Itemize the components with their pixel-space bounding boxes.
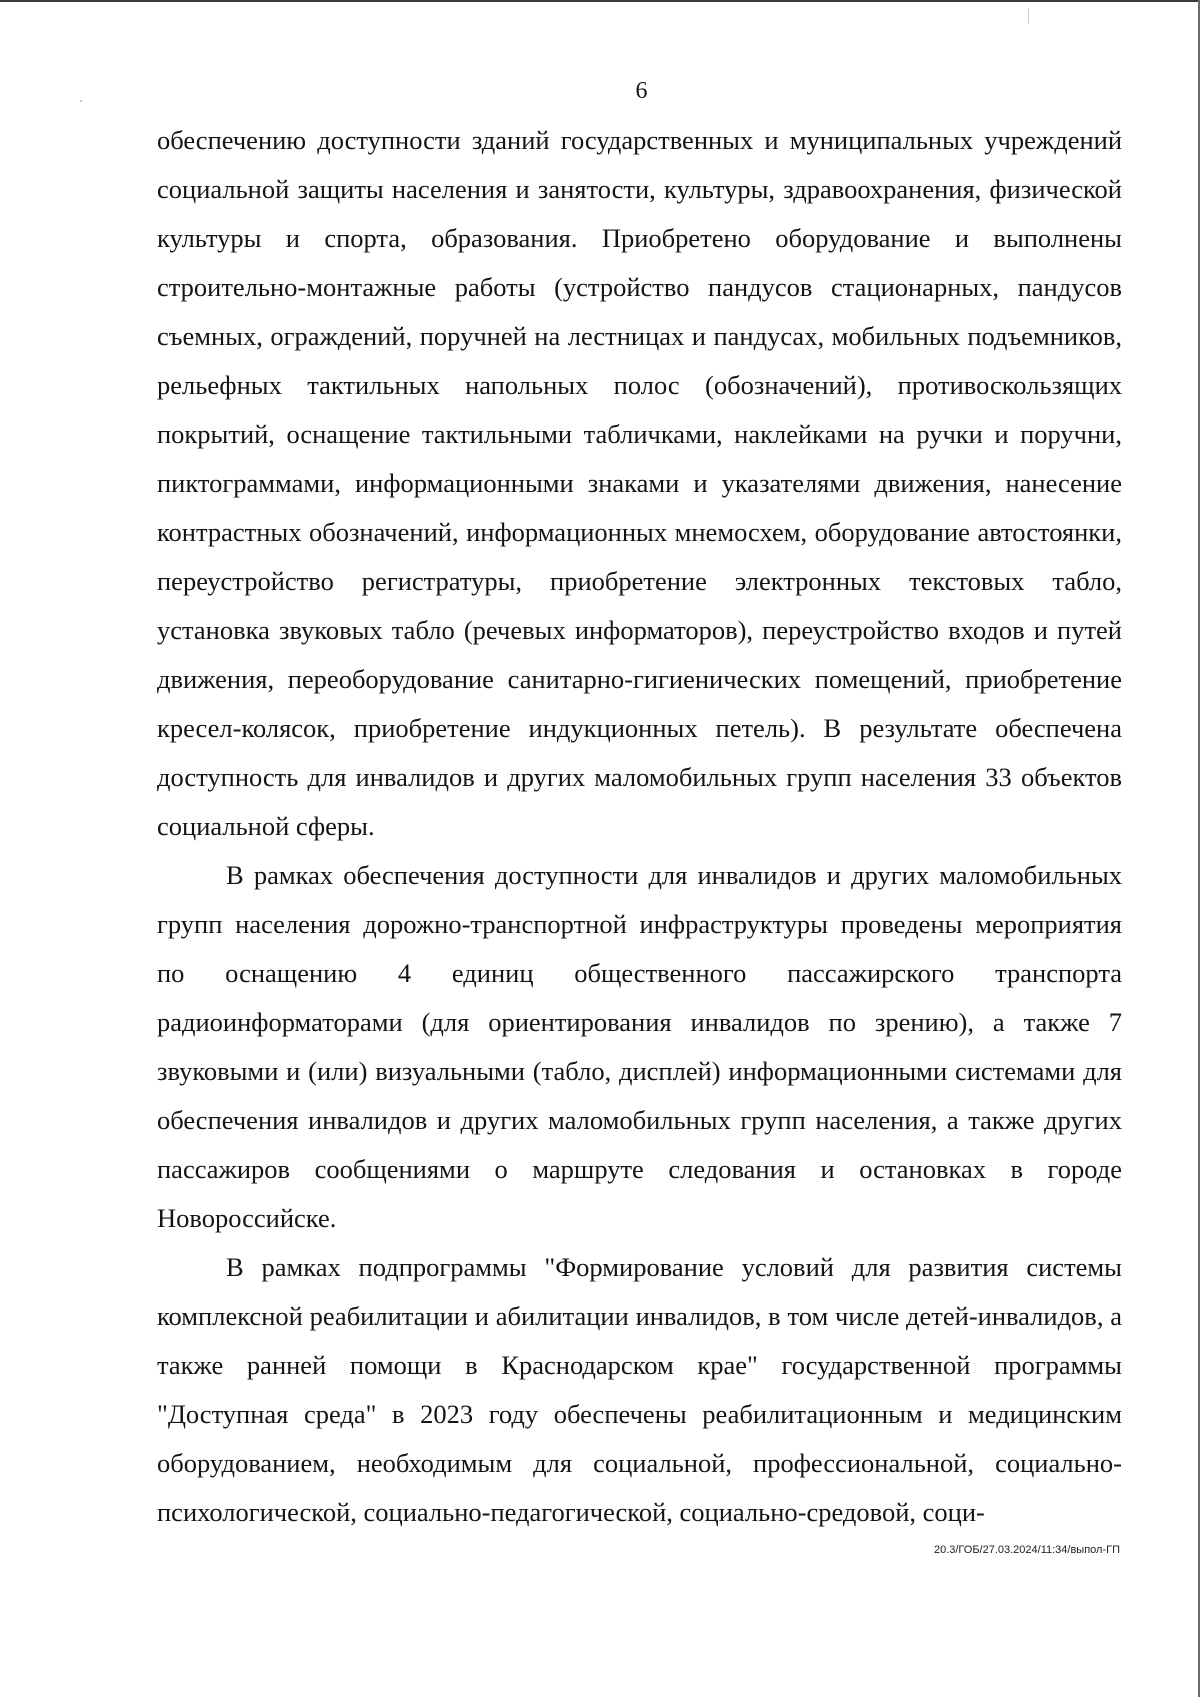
document-code: 20.3/ГОБ/27.03.2024/11:34/выпол-ГП <box>933 1544 1120 1556</box>
scan-speck <box>1028 8 1029 24</box>
page-number: 6 <box>635 78 648 104</box>
paragraph-rehabilitation-subprogram: В рамках подпрограммы "Формирование условий для развития системы комплексной реабилитации и абилитации инвалидов, в том числе детей-инвалидов, а также ранней помощи в Краснодарском крае" государственной программы "Доступная среда" в 2023 году обеспечены реабилитационным и медицинским оборудованием, необходимым для социальной, профессиональной, социально-психологической, социально-педагогической, социально-средовой, соци- <box>157 1252 1122 1527</box>
paragraph-continuation: обеспечению доступности зданий государственных и муниципальных учреждений социальной защиты населения и занятости, культуры, здравоохранения, физической культуры и спорта, образования. Приобретено оборудование и выполнены строительно-монтажные работы (устройство пандусов стационарных, пандусов съемных, ограждений, поручней на лестницах и пандусах, мобильных подъемников, рельефных тактильных напольных полос (обозначений), противоскользящих покрытий, оснащение тактильными табличками, наклейками на ручки и поручни, пиктограммами, информационными знаками и указателями движения, нанесение контрастных обозначений, информационных мнемосхем, оборудование автостоянки, переустройство регистратуры, приобретение электронных текстовых табло, установка звуковых табло (речевых информаторов), переустройство входов и путей движения, переоборудование санитарно-гигиенических помещений, приобретение кресел-колясок, приобретение индукционных петель). В результате обеспечена доступность для инвалидов и других маломобильных групп населения 33 объектов социальной сферы. <box>157 125 1122 841</box>
paragraph-transport-infrastructure: В рамках обеспечения доступности для инвалидов и других маломобильных групп населения дорожно-транспортной инфраструктуры проведены мероприятия по оснащению 4 единиц общественного пассажирского транспорта радиоинформаторами (для ориентирования инвалидов по зрению), а также 7 звуковыми и (или) визуальными (табло, дисплей) информационными системами для обеспечения инвалидов и других маломобильных групп населения, а также других пассажиров сообщениями о маршруте следования и остановках в городе Новороссийске. <box>157 860 1122 1233</box>
document-body <box>157 116 1122 1537</box>
scan-top-edge <box>0 0 1200 2</box>
